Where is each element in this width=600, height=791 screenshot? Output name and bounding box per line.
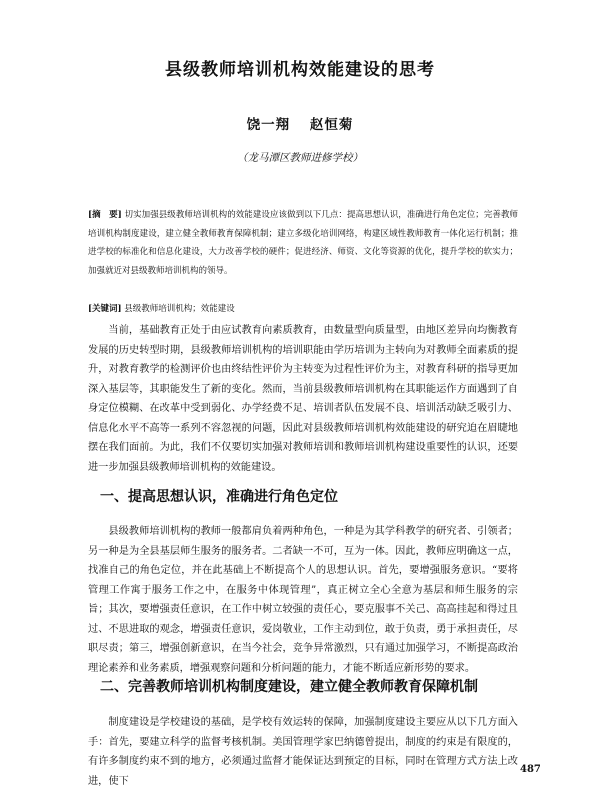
article-authors (0, 113, 600, 133)
keywords-text: 县级教师培训机构；效能建设 (124, 304, 235, 314)
body-paragraph: 当前，基础教育正处于由应试教育向素质教育，由数量型向质量型，由地区差异向均衡教育发展的历史转型时期，县级教师培训机构的培训职能由学历培训为主转向为对教师全面素质的提升，对教育教学的检测评价也由终结性评价为主转变为过程性评价为主，对教育科研的指导更加深入基层等，其职能发生了新的变化。然而，当前县级教师培训机构在其职能运作方面遇到了自身定位模糊、在改革中受到弱化、办学经费不足、培训者队伍发展不良、培训活动缺乏吸引力、信息化水平不高等一系列不容忽视的问题，因此对县级教师培训机构效能建设的研究迫在眉睫地摆在我们面前。为此，我们不仅要切实加强对教师培训和教师培训机构建设重要性的认识，还要进一步加强县级教师培训机构的效能建设。 (88, 325, 518, 473)
section-heading-1: 一、提高思想认识，准确进行角色定位 (100, 489, 338, 505)
page-number: 487 (520, 764, 541, 775)
article-title: 县级教师培训机构效能建设的思考 (165, 60, 435, 80)
keywords (88, 300, 518, 318)
abstract-text: 切实加强县级教师培训机构的效能建设应该做到以下几点：提高思想认识，准确进行角色定位；完善教师培训机构制度建设，建立健全教师教育保障机制；建立多级化培训网络，构建区域性教师教育一体化运行机制；推进学校的标准化和信息化建设，大力改善学校的硬件；促进经济、师资、文化等资源的优化，提升学校的软实力；加强就近对县级教师培训机构的领导。 (88, 210, 518, 276)
author-affiliation: （龙马潭区教师进修学校） (237, 152, 363, 164)
abstract-label: [摘 要] (88, 210, 122, 220)
body-paragraph: 县级教师培训机构的教师一般都肩负着两种角色，一种是为其学科教学的研究者、引领者；另一种是为全县基层师生服务的服务者。二者缺一不可，互为一体。因此，教师应明确这一点，找准自己的角色定位，并在此基础上不断提高个人的思想认识。首先，要增强服务意识。“要将管理工作寓于服务工作之中，在服务中体现管理”，真正树立全心全意为基层和师生服务的宗旨；其次，要增强责任意识，在工作中树立较强的责任心，要克服事不关己、高高挂起和得过且过、不思进取的观念，增强责任意识，爱岗敬业，工作主动到位，敢于负责，勇于承担责任，尽职尽责；第三，增强创新意识，在当今社会，竞争异常激烈，只有通过加强学习，不断提高政治理论素养和业务素质，增强观察问题和分析问题的能力，才能不断适应新形势的要求。 (88, 526, 518, 674)
author-2: 赵恒菊 (309, 117, 354, 133)
body-paragraph: 制度建设是学校建设的基础，是学校有效运转的保障，加强制度建设主要应从以下几方面入手：首先，要建立科学的监督考核机制。美国管理学家巴纳德曾提出，制度的约束是有限度的，有许多制度约束不到的地方，必须通过监督才能保证达到预定的目标，同时在管理方式方法上改进，使下 (88, 717, 518, 787)
keywords-label: [关键词] (88, 304, 122, 314)
abstract (88, 206, 518, 280)
author-1: 饶一翔 (246, 117, 291, 133)
section-heading-2: 二、完善教师培训机构制度建设，建立健全教师教育保障机制 (100, 679, 478, 695)
